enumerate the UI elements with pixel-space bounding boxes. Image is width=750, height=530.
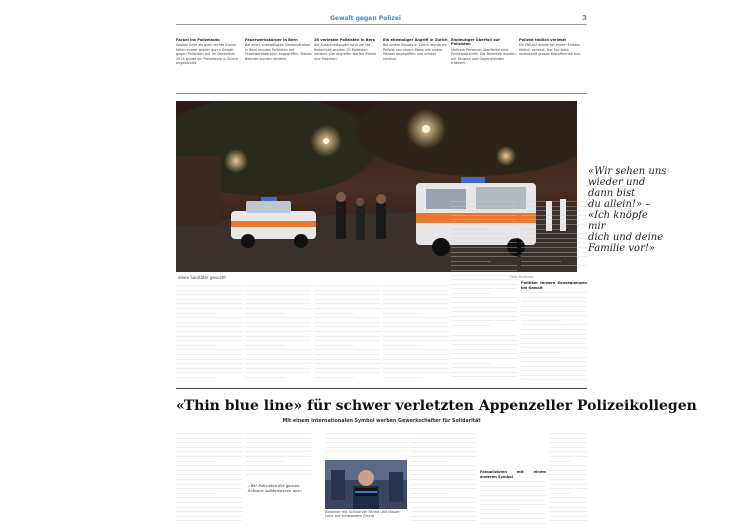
text-line — [451, 324, 491, 326]
text-line — [245, 316, 311, 318]
text-line — [521, 314, 587, 316]
text-line — [521, 346, 587, 348]
body-text-column — [314, 284, 380, 384]
subhead: Fanpolizisten mit einem anderen Symbol — [480, 470, 546, 479]
text-line — [176, 335, 242, 337]
text-line — [314, 284, 380, 286]
text-line — [410, 460, 450, 462]
text-line — [314, 371, 380, 373]
text-line — [176, 487, 242, 489]
text-line — [245, 460, 285, 462]
text-line — [383, 307, 449, 309]
text-line — [410, 515, 476, 517]
text-line — [451, 232, 517, 234]
fact-box — [245, 38, 313, 94]
text-line — [245, 348, 311, 350]
text-line — [549, 487, 587, 489]
text-line — [176, 316, 242, 318]
text-line — [176, 362, 242, 364]
text-line — [176, 515, 242, 517]
photo-caption: einen Sanitäter gesucht — [178, 275, 226, 280]
text-line — [383, 289, 449, 291]
text-line — [451, 296, 517, 298]
text-line — [480, 485, 546, 487]
text-line — [521, 342, 587, 344]
text-line — [451, 348, 517, 350]
text-line — [383, 293, 449, 295]
text-line — [480, 499, 546, 501]
fact-box — [176, 38, 244, 94]
text-line — [325, 432, 407, 434]
text-line — [325, 446, 407, 448]
text-line — [521, 214, 587, 216]
text-line — [245, 339, 311, 341]
pull-quote-line: «Wir sehen uns — [588, 166, 667, 177]
text-line — [245, 353, 311, 355]
text-line — [176, 450, 242, 452]
text-line — [549, 437, 587, 439]
fact-box — [383, 38, 451, 94]
fact-box-body: Sowohl linke als auch rechte Kreise fallen immer wieder durch Gewalt gegen Polizisten auf. Im Dezember 2014 wurde ein Polizeiauto in Zürich angezündet. — [176, 43, 238, 66]
text-line — [176, 376, 216, 378]
text-line — [549, 483, 587, 485]
pull-quote-line: wieder und — [588, 177, 646, 188]
text-line — [245, 437, 311, 439]
body-text-column — [176, 284, 242, 384]
body-text-column — [451, 200, 517, 330]
text-line — [521, 296, 587, 298]
text-line — [383, 284, 449, 286]
text-line — [451, 366, 517, 368]
text-line — [245, 446, 311, 448]
text-line — [245, 371, 311, 373]
text-line — [451, 260, 491, 262]
pull-quote-line: «Ich knöpfe mir — [588, 210, 648, 232]
text-line — [549, 519, 587, 521]
text-line — [521, 200, 587, 202]
text-line — [176, 344, 216, 346]
fact-box — [519, 38, 587, 94]
text-line — [314, 358, 380, 360]
fact-box-body: Ein Polizist wurde bei einem Einsatz tödlich verletzt. Der Fall löste landesweit grosse Betroffenheit aus. — [519, 43, 581, 57]
text-line — [410, 478, 476, 480]
text-line — [383, 325, 449, 327]
text-line — [410, 432, 476, 434]
text-line — [314, 330, 380, 332]
text-line — [451, 283, 517, 285]
text-line — [480, 503, 546, 505]
text-line — [410, 455, 476, 457]
page-number: 3 — [582, 14, 587, 22]
text-line — [451, 246, 517, 248]
text-line — [521, 264, 587, 266]
text-line — [176, 437, 242, 439]
text-line — [451, 269, 517, 271]
text-line — [176, 446, 242, 448]
subhead: Politiker fordern Konsequenzen bei Gewalt — [521, 281, 587, 290]
text-line — [314, 339, 380, 341]
text-line — [549, 432, 587, 434]
text-line — [176, 298, 242, 300]
text-line — [451, 371, 517, 373]
text-line — [521, 291, 587, 293]
text-line — [521, 351, 561, 353]
text-line — [176, 371, 242, 373]
text-line — [383, 348, 449, 350]
text-line — [521, 255, 587, 257]
text-line — [521, 223, 587, 225]
text-line — [521, 337, 587, 339]
text-line — [549, 455, 587, 457]
text-line — [383, 321, 449, 323]
text-line — [176, 312, 216, 314]
text-line — [451, 251, 517, 253]
text-line — [383, 339, 449, 341]
text-line — [549, 515, 587, 517]
text-line — [176, 358, 242, 360]
text-line — [451, 218, 517, 220]
text-line — [480, 517, 546, 519]
text-line — [549, 446, 587, 448]
article-photo — [325, 460, 407, 509]
body-text-column — [480, 432, 546, 526]
text-line — [383, 362, 449, 364]
text-line — [176, 469, 242, 471]
text-line — [176, 460, 216, 462]
fact-box-title: Ein ehemaliger Angriff in Zürich — [383, 38, 448, 42]
text-line — [245, 312, 285, 314]
text-line — [410, 441, 476, 443]
text-line — [383, 302, 449, 304]
text-line — [451, 339, 517, 341]
body-text-column — [451, 334, 517, 384]
text-line — [325, 437, 407, 439]
body-text-column — [245, 284, 311, 384]
text-line — [245, 464, 311, 466]
text-line — [245, 358, 311, 360]
text-line — [245, 293, 311, 295]
text-line — [521, 305, 587, 307]
text-line — [521, 374, 587, 376]
text-line — [314, 316, 380, 318]
text-line — [410, 519, 476, 521]
text-line — [383, 316, 449, 318]
text-line — [176, 483, 242, 485]
text-line — [245, 284, 311, 286]
text-line — [480, 522, 546, 524]
text-line — [245, 376, 285, 378]
text-line — [176, 348, 242, 350]
text-line — [451, 200, 517, 202]
pull-quote-line: du allein!» – — [588, 199, 651, 210]
article-headline: «Thin blue line» für schwer verletzten Appenzeller Polizeikollegen — [176, 398, 697, 414]
body-text-column — [521, 200, 587, 270]
text-line — [314, 367, 380, 369]
text-line — [245, 325, 311, 327]
page-header — [176, 13, 587, 25]
text-line — [451, 237, 517, 239]
text-line — [410, 506, 476, 508]
body-text-column — [325, 432, 407, 458]
body-text-column — [410, 432, 476, 526]
text-line — [480, 508, 520, 510]
text-line — [383, 371, 449, 373]
text-line — [521, 251, 587, 253]
text-line — [410, 483, 476, 485]
text-line — [451, 255, 517, 257]
text-line — [176, 353, 242, 355]
text-line — [314, 307, 380, 309]
article-photo-caption: Beamter mit Schwarzer Fahne und blauer Linie auf schwarzem Grund — [325, 510, 400, 519]
text-line — [176, 293, 242, 295]
text-line — [480, 512, 546, 514]
text-line — [245, 289, 311, 291]
text-line — [410, 496, 476, 498]
text-line — [410, 473, 476, 475]
text-line — [245, 302, 311, 304]
text-line — [245, 335, 311, 337]
text-line — [410, 437, 476, 439]
pull-quote — [588, 166, 668, 254]
body-text-column — [549, 432, 587, 526]
pull-quote-line: dann bist — [588, 188, 636, 199]
text-line — [451, 287, 517, 289]
fact-box-title: 20 verletzte Polizisten in Bern — [314, 38, 376, 42]
text-line — [176, 284, 242, 286]
text-line — [480, 480, 546, 482]
text-line — [451, 357, 517, 359]
text-line — [549, 496, 587, 498]
text-line — [549, 478, 587, 480]
text-line — [176, 478, 242, 480]
fact-box — [314, 38, 382, 94]
text-line — [549, 441, 587, 443]
text-line — [176, 339, 242, 341]
text-line — [521, 360, 587, 362]
text-line — [176, 441, 242, 443]
text-line — [451, 306, 517, 308]
text-line — [521, 237, 587, 239]
text-line — [480, 494, 546, 496]
text-line — [451, 315, 517, 317]
text-line — [451, 301, 517, 303]
text-line — [521, 260, 561, 262]
fact-box-body: Bei einem Einsatz in Zürich wurde ein Polizist von einem Mann mit einem Messer angegriffen und schwer verletzt. — [383, 43, 448, 61]
text-line — [521, 205, 587, 207]
pull-quote-line: dich und deine — [588, 232, 664, 243]
body-text-column — [245, 432, 311, 482]
text-line — [314, 362, 380, 364]
text-line — [521, 319, 561, 321]
text-line — [245, 321, 311, 323]
text-line — [451, 362, 491, 364]
text-line — [410, 510, 476, 512]
text-line — [245, 455, 311, 457]
text-line — [521, 333, 587, 335]
text-line — [176, 367, 242, 369]
fact-box-title: Eindeutiger Überfall auf Polizisten — [451, 38, 500, 47]
text-line — [176, 455, 242, 457]
text-line — [383, 335, 449, 337]
text-line — [549, 469, 587, 471]
text-line — [451, 264, 517, 266]
text-line — [314, 302, 380, 304]
text-line — [521, 218, 587, 220]
text-line — [549, 506, 587, 508]
text-line — [451, 274, 517, 276]
text-line — [451, 209, 517, 211]
text-line — [451, 228, 491, 230]
text-line — [410, 464, 476, 466]
text-line — [549, 510, 587, 512]
text-line — [325, 441, 407, 443]
article-subline: Mit einem internationalen Symbol werben Gewerkschafter für Solidarität — [282, 419, 481, 424]
text-line — [521, 365, 587, 367]
text-line — [521, 228, 561, 230]
text-line — [410, 501, 476, 503]
text-line — [521, 369, 587, 371]
text-line — [314, 312, 354, 314]
text-line — [176, 307, 242, 309]
fact-box-title: Polizist tödlich verletzt — [519, 38, 566, 42]
text-line — [245, 362, 311, 364]
text-line — [410, 487, 476, 489]
section-divider — [176, 93, 587, 94]
article-divider — [176, 388, 587, 389]
text-line — [383, 298, 449, 300]
text-line — [314, 353, 380, 355]
text-line — [383, 353, 449, 355]
text-line — [245, 298, 311, 300]
text-line — [176, 321, 242, 323]
pull-quote: «Wir Polizisten der ganzen Schweiz solidarisieren uns» — [248, 483, 302, 493]
text-line — [176, 330, 242, 332]
text-line — [410, 450, 476, 452]
text-line — [245, 469, 311, 471]
text-line — [245, 307, 311, 309]
text-line — [451, 292, 491, 294]
text-line — [383, 367, 449, 369]
body-text-column — [521, 279, 587, 384]
text-line — [176, 473, 242, 475]
text-line — [451, 223, 517, 225]
text-line — [383, 358, 449, 360]
text-line — [383, 330, 449, 332]
text-line — [480, 489, 546, 491]
text-line — [314, 376, 354, 378]
text-line — [451, 319, 517, 321]
fact-box-body: Bei einer unbewilligten Demonstration in Bern wurden Polizisten mit Feuerwerkskörpern angegriffen. Sieben Beamte wurden verletzt. — [245, 43, 312, 61]
text-line — [521, 356, 587, 358]
fact-box-body: Bei Ausschreitungen rund um die Reitschule wurden 20 Polizisten verletzt. Die Angreifer warfen Steine und Flaschen. — [314, 43, 377, 61]
text-line — [549, 473, 587, 475]
text-line — [549, 501, 587, 503]
text-line — [314, 335, 380, 337]
text-line — [521, 241, 587, 243]
text-line — [451, 375, 517, 377]
text-line — [314, 293, 380, 295]
text-line — [451, 352, 517, 354]
text-line — [451, 214, 517, 216]
text-line — [245, 441, 311, 443]
text-line — [521, 209, 587, 211]
text-line — [314, 344, 354, 346]
text-line — [245, 330, 311, 332]
text-line — [451, 343, 517, 345]
text-line — [549, 460, 572, 462]
text-line — [176, 496, 242, 498]
pull-quote-line: Familie vor!» — [588, 243, 655, 254]
text-line — [451, 205, 517, 207]
text-line — [521, 378, 587, 380]
fact-box-title: Feuerwerkskörper in Bern — [245, 38, 298, 42]
text-line — [410, 446, 476, 448]
body-text-column — [383, 284, 449, 384]
section-label: Gewalt gegen Polizei — [330, 15, 401, 22]
text-line — [245, 344, 285, 346]
text-line — [176, 510, 242, 512]
text-line — [383, 312, 423, 314]
text-line — [521, 232, 587, 234]
text-line — [176, 519, 242, 521]
text-line — [451, 310, 517, 312]
text-line — [176, 506, 242, 508]
text-line — [314, 325, 380, 327]
text-line — [451, 278, 517, 280]
text-line — [176, 302, 242, 304]
fact-box-body: Mehrere Personen überfielen eine Polizeipatrouille. Die Beamten wurden mit Fäusten und Gegenständen traktiert. — [451, 47, 516, 66]
text-line — [451, 241, 517, 243]
text-line — [176, 492, 216, 494]
text-line — [521, 246, 587, 248]
text-line — [314, 289, 380, 291]
text-line — [549, 450, 587, 452]
text-line — [314, 298, 380, 300]
text-line — [410, 492, 450, 494]
text-line — [176, 289, 242, 291]
text-line — [176, 501, 242, 503]
text-line — [245, 473, 311, 475]
text-line — [383, 344, 423, 346]
text-line — [549, 492, 572, 494]
text-line — [451, 334, 517, 336]
photo-credit: Foto: Keystone — [510, 275, 534, 279]
text-line — [245, 367, 311, 369]
text-line — [314, 348, 380, 350]
text-line — [245, 432, 311, 434]
text-line — [383, 376, 423, 378]
text-line — [176, 432, 242, 434]
text-line — [176, 464, 242, 466]
text-line — [521, 300, 587, 302]
text-line — [521, 328, 587, 330]
text-line — [325, 450, 407, 452]
body-text-column — [176, 432, 242, 526]
text-line — [521, 323, 587, 325]
text-line — [314, 321, 380, 323]
text-line — [549, 464, 587, 466]
text-line — [176, 325, 242, 327]
fact-box — [451, 38, 519, 94]
text-line — [245, 450, 311, 452]
fact-box-title: Fackel ins Polizeiauto — [176, 38, 220, 42]
text-line — [521, 310, 587, 312]
text-line — [410, 469, 476, 471]
